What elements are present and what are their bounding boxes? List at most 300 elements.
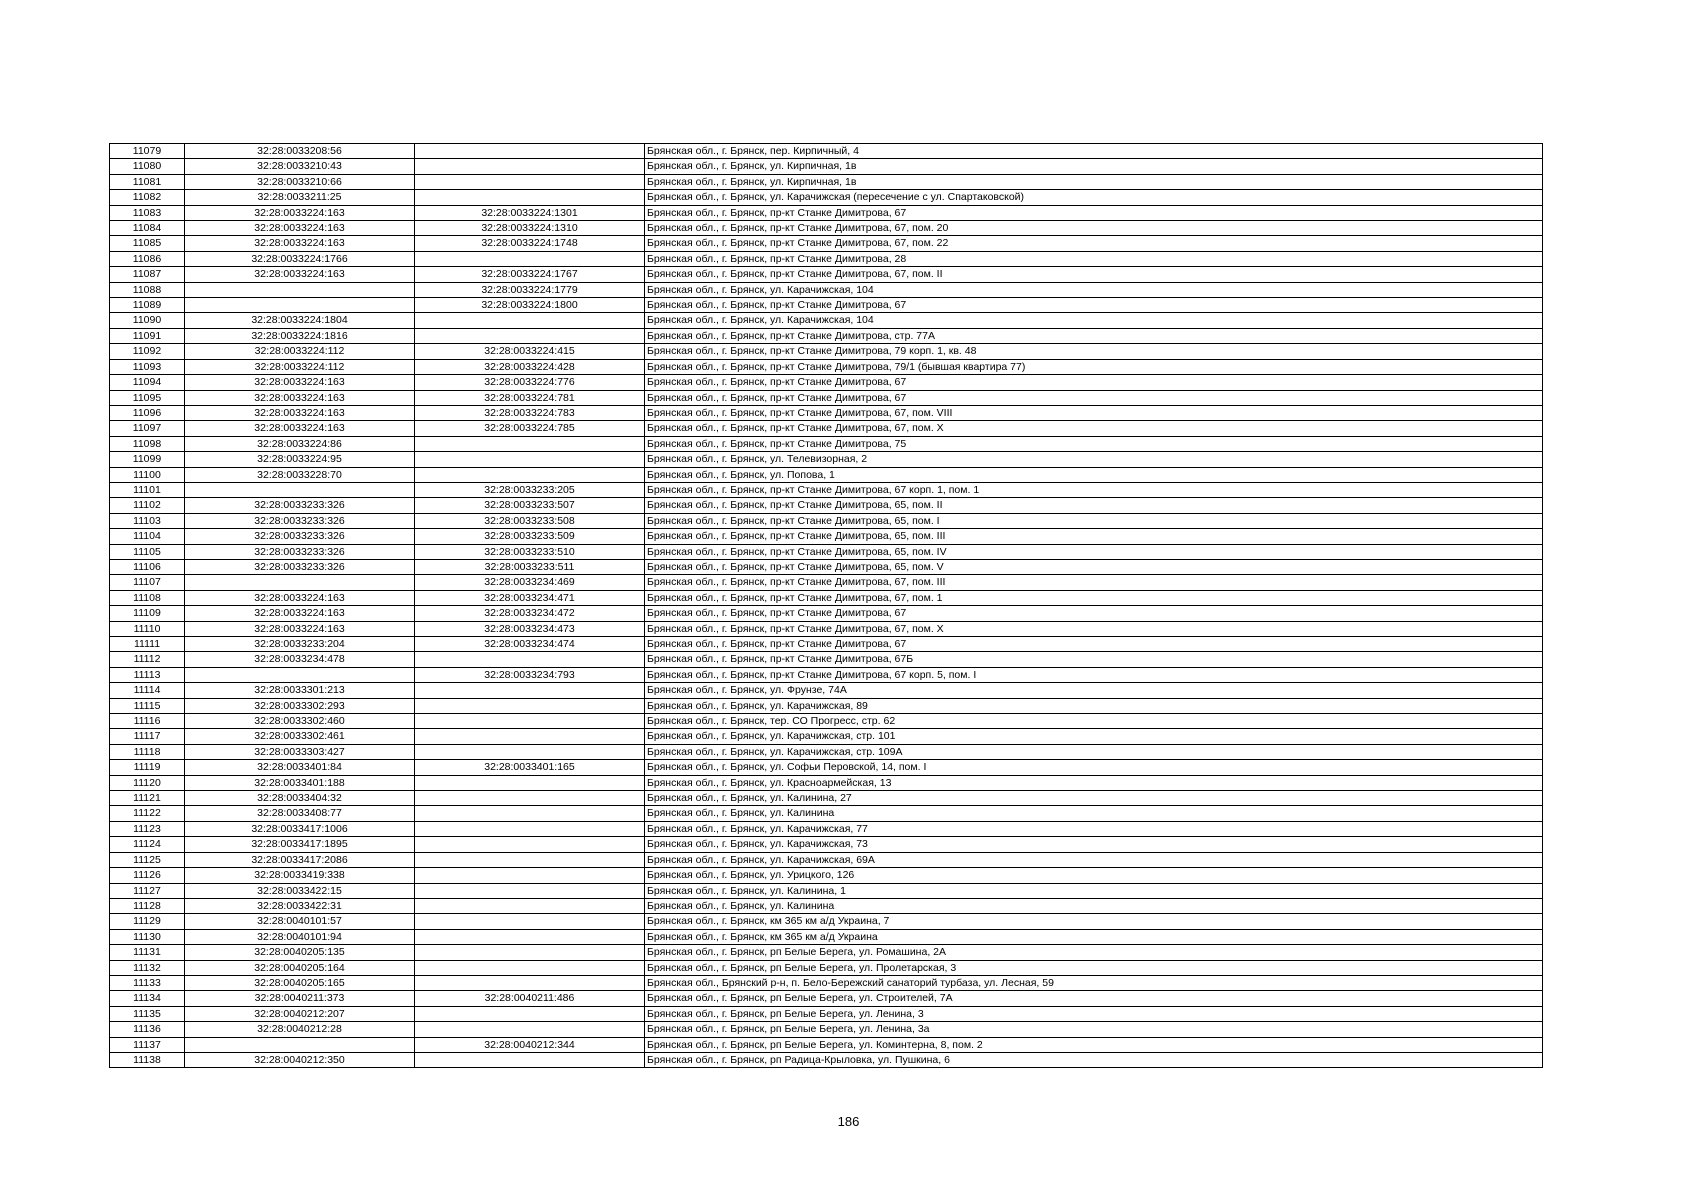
row-number-cell: 11133 [110,975,185,990]
row-number-cell: 11102 [110,498,185,513]
row-number-cell: 11085 [110,236,185,251]
row-number-cell: 11094 [110,375,185,390]
row-number-cell: 11131 [110,945,185,960]
address-cell: Брянская обл., г. Брянск, рп Белые Берега, ул. Коминтерна, 8, пом. 2 [645,1037,1543,1052]
row-number-cell: 11101 [110,482,185,497]
address-cell: Брянская обл., г. Брянск, тер. СО Прогресс, стр. 62 [645,714,1543,729]
row-number-cell: 11082 [110,190,185,205]
table-row [110,868,1543,883]
table-row [110,821,1543,836]
premises-cadastral-number-cell [415,251,645,266]
address-cell: Брянская обл., г. Брянск, пр-кт Станке Димитрова, 65, пом. I [645,513,1543,528]
cadastral-number-cell: 32:28:0033224:86 [185,436,415,451]
table-row [110,359,1543,374]
address-cell: Брянская обл., г. Брянск, ул. Кирпичная, 1в [645,174,1543,189]
premises-cadastral-number-cell: 32:28:0033234:793 [415,667,645,682]
address-cell: Брянская обл., г. Брянск, рп Радица-Крыловка, ул. Пушкина, 6 [645,1052,1543,1067]
table-row [110,482,1543,497]
cadastral-number-cell: 32:28:0033302:460 [185,714,415,729]
table-row [110,1052,1543,1067]
cadastral-number-cell: 32:28:0033419:338 [185,868,415,883]
table-row [110,621,1543,636]
premises-cadastral-number-cell [415,868,645,883]
premises-cadastral-number-cell: 32:28:0033224:785 [415,421,645,436]
cadastral-number-cell [185,482,415,497]
table-row [110,652,1543,667]
row-number-cell: 11122 [110,806,185,821]
cadastral-number-cell: 32:28:0033408:77 [185,806,415,821]
address-cell: Брянская обл., г. Брянск, ул. Попова, 1 [645,467,1543,482]
row-number-cell: 11114 [110,683,185,698]
address-cell: Брянская обл., г. Брянск, пр-кт Станке Димитрова, 67 [645,205,1543,220]
row-number-cell: 11126 [110,868,185,883]
address-cell: Брянская обл., г. Брянск, рп Белые Берега, ул. Пролетарская, 3 [645,960,1543,975]
premises-cadastral-number-cell: 32:28:0033224:415 [415,344,645,359]
table-row [110,282,1543,297]
table-row [110,683,1543,698]
cadastral-number-cell: 32:28:0033301:213 [185,683,415,698]
address-cell: Брянская обл., г. Брянск, ул. Красноармейская, 13 [645,775,1543,790]
cadastral-number-cell: 32:28:0033224:1766 [185,251,415,266]
premises-cadastral-number-cell: 32:28:0033224:1301 [415,205,645,220]
table-row [110,144,1543,159]
cadastral-number-cell [185,282,415,297]
row-number-cell: 11120 [110,775,185,790]
premises-cadastral-number-cell: 32:28:0033224:1767 [415,267,645,282]
row-number-cell: 11105 [110,544,185,559]
address-cell: Брянская обл., г. Брянск, ул. Карачижская, 104 [645,313,1543,328]
table-row [110,975,1543,990]
address-cell: Брянская обл., г. Брянск, км 365 км а/д Украина, 7 [645,914,1543,929]
premises-cadastral-number-cell [415,159,645,174]
row-number-cell: 11134 [110,991,185,1006]
premises-cadastral-number-cell [415,190,645,205]
address-cell: Брянская обл., г. Брянск, пр-кт Станке Димитрова, 67, пом. X [645,421,1543,436]
cadastral-number-cell: 32:28:0040212:350 [185,1052,415,1067]
address-cell: Брянская обл., г. Брянск, ул. Урицкого, 126 [645,868,1543,883]
row-number-cell: 11123 [110,821,185,836]
row-number-cell: 11112 [110,652,185,667]
premises-cadastral-number-cell: 32:28:0033224:1748 [415,236,645,251]
premises-cadastral-number-cell [415,791,645,806]
premises-cadastral-number-cell [415,898,645,913]
address-cell: Брянская обл., г. Брянск, пр-кт Станке Димитрова, 79 корп. 1, кв. 48 [645,344,1543,359]
address-cell: Брянская обл., г. Брянск, пр-кт Станке Димитрова, 67Б [645,652,1543,667]
table-row [110,205,1543,220]
cadastral-number-cell: 32:28:0033302:293 [185,698,415,713]
cadastral-number-cell: 32:28:0033401:188 [185,775,415,790]
premises-cadastral-number-cell [415,883,645,898]
table-row [110,498,1543,513]
row-number-cell: 11127 [110,883,185,898]
table-row [110,698,1543,713]
table-row [110,251,1543,266]
address-cell: Брянская обл., г. Брянск, пр-кт Станке Димитрова, 28 [645,251,1543,266]
table-row [110,883,1543,898]
cadastral-number-cell: 32:28:0033224:163 [185,375,415,390]
cadastral-number-cell: 32:28:0033224:1804 [185,313,415,328]
address-cell: Брянская обл., г. Брянск, км 365 км а/д Украина [645,929,1543,944]
row-number-cell: 11088 [110,282,185,297]
row-number-cell: 11089 [110,298,185,313]
row-number-cell: 11108 [110,590,185,605]
table-row [110,1006,1543,1021]
row-number-cell: 11113 [110,667,185,682]
premises-cadastral-number-cell: 32:28:0033224:428 [415,359,645,374]
row-number-cell: 11084 [110,221,185,236]
row-number-cell: 11116 [110,714,185,729]
premises-cadastral-number-cell [415,821,645,836]
address-cell: Брянская обл., г. Брянск, ул. Карачижская, стр. 109А [645,744,1543,759]
cadastral-number-cell: 32:28:0033224:163 [185,421,415,436]
cadastral-number-cell: 32:28:0033224:163 [185,606,415,621]
cadastral-number-cell: 32:28:0033233:326 [185,544,415,559]
table-row [110,328,1543,343]
cadastral-number-cell [185,298,415,313]
table-row [110,852,1543,867]
row-number-cell: 11119 [110,760,185,775]
cadastral-number-cell [185,1037,415,1052]
page-number: 186 [837,1114,860,1129]
table-row [110,729,1543,744]
row-number-cell: 11104 [110,529,185,544]
premises-cadastral-number-cell [415,452,645,467]
table-row [110,298,1543,313]
table-row [110,945,1543,960]
address-cell: Брянская обл., г. Брянск, ул. Калинина, 1 [645,883,1543,898]
address-cell: Брянская обл., г. Брянск, ул. Калинина [645,898,1543,913]
premises-cadastral-number-cell: 32:28:0033233:508 [415,513,645,528]
premises-cadastral-number-cell [415,436,645,451]
table-row [110,267,1543,282]
premises-cadastral-number-cell: 32:28:0033234:474 [415,637,645,652]
premises-cadastral-number-cell: 32:28:0033233:205 [415,482,645,497]
cadastral-number-cell: 32:28:0040212:28 [185,1022,415,1037]
row-number-cell: 11095 [110,390,185,405]
row-number-cell: 11096 [110,405,185,420]
address-cell: Брянская обл., г. Брянск, пр-кт Станке Димитрова, 65, пом. II [645,498,1543,513]
address-cell: Брянская обл., г. Брянск, рп Белые Берега, ул. Ромашина, 2А [645,945,1543,960]
row-number-cell: 11125 [110,852,185,867]
premises-cadastral-number-cell [415,806,645,821]
table-row [110,714,1543,729]
premises-cadastral-number-cell: 32:28:0033234:471 [415,590,645,605]
table-row [110,898,1543,913]
table-row [110,667,1543,682]
cadastral-number-cell: 32:28:0040101:57 [185,914,415,929]
table-row [110,837,1543,852]
address-cell: Брянская обл., г. Брянск, ул. Калинина, 27 [645,791,1543,806]
address-cell: Брянская обл., г. Брянск, пр-кт Станке Димитрова, 67 корп. 1, пом. 1 [645,482,1543,497]
address-cell: Брянская обл., г. Брянск, ул. Карачижская, 77 [645,821,1543,836]
table-row [110,190,1543,205]
cadastral-number-cell: 32:28:0033211:25 [185,190,415,205]
premises-cadastral-number-cell [415,698,645,713]
premises-cadastral-number-cell [415,174,645,189]
address-cell: Брянская обл., г. Брянск, пр-кт Станке Димитрова, 67, пом. 22 [645,236,1543,251]
address-cell: Брянская обл., г. Брянск, пр-кт Станке Димитрова, 67 [645,298,1543,313]
address-cell: Брянская обл., г. Брянск, ул. Кирпичная, 1в [645,159,1543,174]
row-number-cell: 11086 [110,251,185,266]
address-cell: Брянская обл., г. Брянск, ул. Телевизорная, 2 [645,452,1543,467]
premises-cadastral-number-cell [415,714,645,729]
table-row [110,529,1543,544]
row-number-cell: 11087 [110,267,185,282]
table-row [110,421,1543,436]
row-number-cell: 11110 [110,621,185,636]
cadastral-number-cell: 32:28:0040205:165 [185,975,415,990]
address-cell: Брянская обл., г. Брянск, пр-кт Станке Димитрова, 67 [645,375,1543,390]
cadastral-number-cell: 32:28:0033417:2086 [185,852,415,867]
table-row [110,637,1543,652]
cadastral-number-cell: 32:28:0033224:163 [185,390,415,405]
row-number-cell: 11121 [110,791,185,806]
table-row [110,590,1543,605]
premises-cadastral-number-cell [415,313,645,328]
address-cell: Брянская обл., г. Брянск, ул. Софьи Перовской, 14, пом. I [645,760,1543,775]
premises-cadastral-number-cell [415,1006,645,1021]
premises-cadastral-number-cell [415,975,645,990]
cadastral-number-cell: 32:28:0040205:164 [185,960,415,975]
cadastral-number-cell: 32:28:0033210:66 [185,174,415,189]
cadastral-number-cell: 32:28:0033224:163 [185,221,415,236]
premises-cadastral-number-cell [415,144,645,159]
premises-cadastral-number-cell [415,914,645,929]
address-cell: Брянская обл., г. Брянск, пр-кт Станке Димитрова, 67, пом. VIII [645,405,1543,420]
row-number-cell: 11137 [110,1037,185,1052]
cadastral-number-cell: 32:28:0040212:207 [185,1006,415,1021]
row-number-cell: 11083 [110,205,185,220]
premises-cadastral-number-cell [415,683,645,698]
table-row [110,467,1543,482]
table-row [110,606,1543,621]
premises-cadastral-number-cell: 32:28:0033224:1779 [415,282,645,297]
table-row [110,344,1543,359]
premises-cadastral-number-cell [415,929,645,944]
cadastral-number-cell: 32:28:0033233:326 [185,529,415,544]
premises-cadastral-number-cell [415,467,645,482]
address-cell: Брянская обл., г. Брянск, рп Белые Берега, ул. Ленина, 3 [645,1006,1543,1021]
cadastral-number-cell: 32:28:0033224:112 [185,359,415,374]
row-number-cell: 11136 [110,1022,185,1037]
address-cell: Брянская обл., г. Брянск, пр-кт Станке Димитрова, 67, пом. 20 [645,221,1543,236]
row-number-cell: 11081 [110,174,185,189]
table-row [110,174,1543,189]
premises-cadastral-number-cell [415,1022,645,1037]
table-row [110,513,1543,528]
row-number-cell: 11107 [110,575,185,590]
address-cell: Брянская обл., Брянский р-н, п. Бело-Бережский санаторий турбаза, ул. Лесная, 59 [645,975,1543,990]
cadastral-number-cell: 32:28:0033224:163 [185,205,415,220]
premises-cadastral-number-cell: 32:28:0040212:344 [415,1037,645,1052]
address-cell: Брянская обл., г. Брянск, пер. Кирпичный, 4 [645,144,1543,159]
address-cell: Брянская обл., г. Брянск, ул. Карачижская, 104 [645,282,1543,297]
address-cell: Брянская обл., г. Брянск, пр-кт Станке Димитрова, 67, пом. X [645,621,1543,636]
cadastral-number-cell: 32:28:0033224:112 [185,344,415,359]
cadastral-number-cell: 32:28:0033208:56 [185,144,415,159]
cadastral-number-cell: 32:28:0040205:135 [185,945,415,960]
address-cell: Брянская обл., г. Брянск, пр-кт Станке Димитрова, 67 [645,390,1543,405]
cadastral-number-cell: 32:28:0033224:163 [185,236,415,251]
row-number-cell: 11100 [110,467,185,482]
premises-cadastral-number-cell: 32:28:0033234:469 [415,575,645,590]
address-cell: Брянская обл., г. Брянск, пр-кт Станке Димитрова, 65, пом. V [645,559,1543,574]
row-number-cell: 11080 [110,159,185,174]
cadastral-number-cell: 32:28:0033417:1895 [185,837,415,852]
table-row [110,405,1543,420]
row-number-cell: 11118 [110,744,185,759]
table-row [110,929,1543,944]
cadastral-number-cell: 32:28:0033224:163 [185,267,415,282]
premises-cadastral-number-cell: 32:28:0033224:1800 [415,298,645,313]
premises-cadastral-number-cell: 32:28:0033224:781 [415,390,645,405]
cadastral-number-cell: 32:28:0033234:478 [185,652,415,667]
premises-cadastral-number-cell: 32:28:0033233:510 [415,544,645,559]
address-cell: Брянская обл., г. Брянск, пр-кт Станке Димитрова, 75 [645,436,1543,451]
cadastral-number-cell: 32:28:0033233:204 [185,637,415,652]
table-row [110,452,1543,467]
cadastral-number-cell: 32:28:0033210:43 [185,159,415,174]
premises-cadastral-number-cell [415,729,645,744]
cadastral-number-cell: 32:28:0040101:94 [185,929,415,944]
cadastral-number-cell: 32:28:0033224:1816 [185,328,415,343]
premises-cadastral-number-cell [415,852,645,867]
row-number-cell: 11091 [110,328,185,343]
address-cell: Брянская обл., г. Брянск, пр-кт Станке Димитрова, 79/1 (бывшая квартира 77) [645,359,1543,374]
row-number-cell: 11117 [110,729,185,744]
premises-cadastral-number-cell [415,960,645,975]
cadastral-number-cell: 32:28:0033233:326 [185,559,415,574]
row-number-cell: 11138 [110,1052,185,1067]
table-row [110,1037,1543,1052]
row-number-cell: 11092 [110,344,185,359]
row-number-cell: 11111 [110,637,185,652]
address-cell: Брянская обл., г. Брянск, ул. Карачижская, 69А [645,852,1543,867]
table-row [110,436,1543,451]
property-register-table [109,143,1543,1068]
cadastral-number-cell: 32:28:0033302:461 [185,729,415,744]
premises-cadastral-number-cell [415,744,645,759]
cadastral-number-cell [185,575,415,590]
table-row [110,1022,1543,1037]
address-cell: Брянская обл., г. Брянск, ул. Фрунзе, 74А [645,683,1543,698]
premises-cadastral-number-cell: 32:28:0033224:776 [415,375,645,390]
cadastral-number-cell [185,667,415,682]
premises-cadastral-number-cell [415,945,645,960]
premises-cadastral-number-cell: 32:28:0033234:472 [415,606,645,621]
table-row [110,960,1543,975]
cadastral-number-cell: 32:28:0040211:373 [185,991,415,1006]
premises-cadastral-number-cell: 32:28:0033234:473 [415,621,645,636]
table-row [110,236,1543,251]
row-number-cell: 11129 [110,914,185,929]
table-row [110,559,1543,574]
row-number-cell: 11090 [110,313,185,328]
table-row [110,914,1543,929]
address-cell: Брянская обл., г. Брянск, ул. Карачижская, стр. 101 [645,729,1543,744]
row-number-cell: 11106 [110,559,185,574]
table-row [110,806,1543,821]
row-number-cell: 11135 [110,1006,185,1021]
address-cell: Брянская обл., г. Брянск, ул. Калинина [645,806,1543,821]
row-number-cell: 11097 [110,421,185,436]
register-table-body [110,144,1543,1068]
premises-cadastral-number-cell: 32:28:0033224:1310 [415,221,645,236]
address-cell: Брянская обл., г. Брянск, пр-кт Станке Димитрова, 67 [645,606,1543,621]
table-row [110,775,1543,790]
cadastral-number-cell: 32:28:0033228:70 [185,467,415,482]
table-row [110,991,1543,1006]
premises-cadastral-number-cell [415,328,645,343]
premises-cadastral-number-cell [415,775,645,790]
table-row [110,159,1543,174]
cadastral-number-cell: 32:28:0033224:163 [185,621,415,636]
table-row [110,760,1543,775]
row-number-cell: 11115 [110,698,185,713]
row-number-cell: 11132 [110,960,185,975]
table-row [110,544,1543,559]
row-number-cell: 11128 [110,898,185,913]
table-row [110,313,1543,328]
premises-cadastral-number-cell [415,1052,645,1067]
address-cell: Брянская обл., г. Брянск, пр-кт Станке Димитрова, 67 корп. 5, пом. I [645,667,1543,682]
row-number-cell: 11109 [110,606,185,621]
address-cell: Брянская обл., г. Брянск, пр-кт Станке Димитрова, 67, пом. 1 [645,590,1543,605]
address-cell: Брянская обл., г. Брянск, ул. Карачижская, 73 [645,837,1543,852]
address-cell: Брянская обл., г. Брянск, пр-кт Станке Димитрова, 65, пом. IV [645,544,1543,559]
cadastral-number-cell: 32:28:0033224:163 [185,405,415,420]
address-cell: Брянская обл., г. Брянск, ул. Карачижская (пересечение с ул. Спартаковской) [645,190,1543,205]
cadastral-number-cell: 32:28:0033224:163 [185,590,415,605]
cadastral-number-cell: 32:28:0033417:1006 [185,821,415,836]
premises-cadastral-number-cell: 32:28:0033233:509 [415,529,645,544]
address-cell: Брянская обл., г. Брянск, пр-кт Станке Димитрова, 67, пом. II [645,267,1543,282]
row-number-cell: 11103 [110,513,185,528]
cadastral-number-cell: 32:28:0033422:15 [185,883,415,898]
address-cell: Брянская обл., г. Брянск, ул. Карачижская, 89 [645,698,1543,713]
table-row [110,744,1543,759]
row-number-cell: 11098 [110,436,185,451]
cadastral-number-cell: 32:28:0033422:31 [185,898,415,913]
cadastral-number-cell: 32:28:0033233:326 [185,498,415,513]
row-number-cell: 11124 [110,837,185,852]
address-cell: Брянская обл., г. Брянск, пр-кт Станке Димитрова, 67, пом. III [645,575,1543,590]
premises-cadastral-number-cell: 32:28:0033233:511 [415,559,645,574]
cadastral-number-cell: 32:28:0033404:32 [185,791,415,806]
address-cell: Брянская обл., г. Брянск, пр-кт Станке Димитрова, 67 [645,637,1543,652]
row-number-cell: 11130 [110,929,185,944]
address-cell: Брянская обл., г. Брянск, рп Белые Берега, ул. Ленина, 3а [645,1022,1543,1037]
table-row [110,390,1543,405]
premises-cadastral-number-cell: 32:28:0033233:507 [415,498,645,513]
premises-cadastral-number-cell [415,837,645,852]
row-number-cell: 11099 [110,452,185,467]
row-number-cell: 11093 [110,359,185,374]
cadastral-number-cell: 32:28:0033303:427 [185,744,415,759]
premises-cadastral-number-cell [415,652,645,667]
row-number-cell: 11079 [110,144,185,159]
table-row [110,375,1543,390]
table-row [110,221,1543,236]
cadastral-number-cell: 32:28:0033401:84 [185,760,415,775]
cadastral-number-cell: 32:28:0033233:326 [185,513,415,528]
address-cell: Брянская обл., г. Брянск, пр-кт Станке Димитрова, стр. 77А [645,328,1543,343]
premises-cadastral-number-cell: 32:28:0040211:486 [415,991,645,1006]
table-row [110,791,1543,806]
premises-cadastral-number-cell: 32:28:0033401:165 [415,760,645,775]
address-cell: Брянская обл., г. Брянск, пр-кт Станке Димитрова, 65, пом. III [645,529,1543,544]
table-row [110,575,1543,590]
